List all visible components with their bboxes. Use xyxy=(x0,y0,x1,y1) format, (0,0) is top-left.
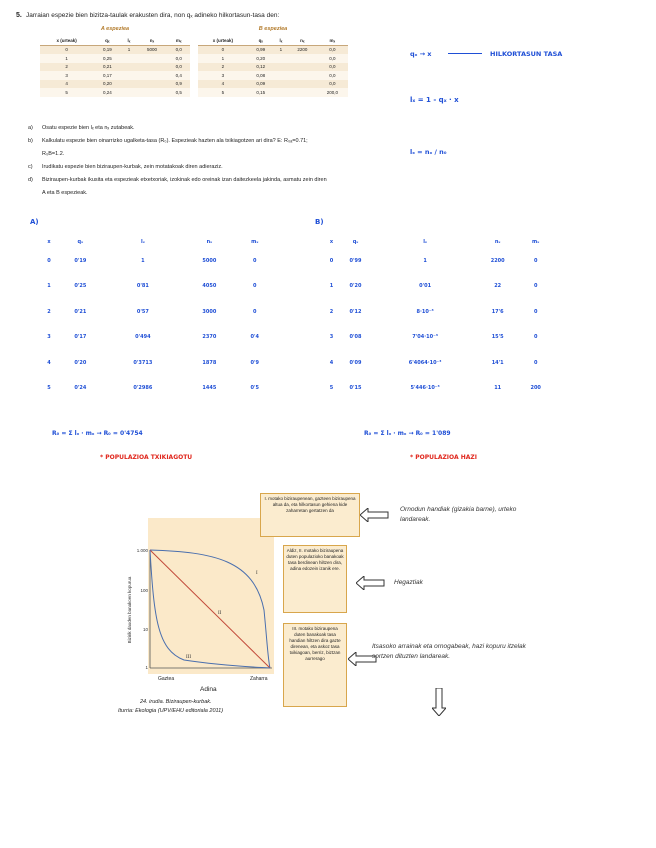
table-cell: 0,24 xyxy=(93,88,121,97)
hw-table-cell: 2 xyxy=(329,308,334,315)
table-cell xyxy=(288,80,317,89)
hw-table-cell: 1 xyxy=(141,257,145,264)
table-row xyxy=(198,63,348,72)
table-cell: 5000 xyxy=(137,45,168,54)
hw-table-cell: 5'446·10⁻³ xyxy=(410,385,440,392)
callout-type-2: Aldiz, II. motako biziraupena duten populazioko banakoak tasa berdinean hiltzen dira, adina edozein izanik ere. xyxy=(283,545,347,613)
hw-table-cell: 14'1 xyxy=(491,359,504,366)
figure-source: Iturria: Ekologia (UPV/EHU editoriala 2011) xyxy=(118,708,224,714)
table-cell: 2 xyxy=(198,63,248,72)
hw-table-cell: 7'04·10⁻³ xyxy=(412,334,438,341)
hw-table-cell: 1 xyxy=(423,257,427,264)
table-cell: 0,5 xyxy=(167,88,190,97)
curve-label-2: II xyxy=(218,611,222,616)
hw-table-cell: 0'494 xyxy=(135,334,151,341)
hw-table-cell: 0 xyxy=(533,308,538,315)
hw-table-row xyxy=(42,325,272,351)
hw-header-cell: mₓ xyxy=(532,239,540,245)
hw-section-b: B) xyxy=(315,218,324,226)
table-row xyxy=(198,80,348,89)
hw-table-cell: 0'12 xyxy=(349,308,362,315)
hw-header-cell: mₓ xyxy=(251,239,259,245)
hw-table-cell: 0 xyxy=(533,359,538,366)
hw-table-cell: 3 xyxy=(329,334,334,341)
y-tick-1: 1 xyxy=(145,665,148,670)
hw-header-row xyxy=(326,236,552,248)
table-cell: 2200 xyxy=(288,45,317,54)
table-cell xyxy=(274,71,288,80)
hw-table-cell: 2200 xyxy=(490,257,505,264)
table-cell: 2 xyxy=(40,63,93,72)
table-header-row xyxy=(198,36,348,45)
hw-table-cell: 0'20 xyxy=(349,283,362,290)
hw-table-cell: 0'25 xyxy=(74,283,87,290)
life-table-b xyxy=(198,36,348,97)
survivorship-chart xyxy=(124,540,274,690)
hw-table-cell: 0'3713 xyxy=(133,359,153,366)
table-cell: 0,12 xyxy=(248,63,274,72)
hw-table-cell: 3000 xyxy=(202,308,217,315)
hw-table-cell: 6'4064·10⁻³ xyxy=(408,359,442,366)
hw-table-row xyxy=(326,376,552,402)
table-cell: 5 xyxy=(40,88,93,97)
hw-header-cell: qₓ xyxy=(352,239,359,245)
table-cell xyxy=(274,80,288,89)
hw-table-row xyxy=(42,299,272,325)
table-cell: 200,0 xyxy=(317,88,348,97)
hw-table-cell: 0 xyxy=(253,308,257,315)
table-a-title: A espeziea xyxy=(100,26,130,32)
table-cell: 4 xyxy=(198,80,248,89)
table-cell: 1 xyxy=(274,45,288,54)
hw-table-cell: 5 xyxy=(329,385,334,392)
table-cell: 4 xyxy=(40,80,93,89)
figure-caption: 24. irudia. Biziraupen-kurbak. xyxy=(140,699,212,705)
table-cell: 0,19 xyxy=(93,45,121,54)
hw-table-cell: 0'4 xyxy=(250,334,260,341)
table-cell: 5 xyxy=(198,88,248,97)
hw-table-row xyxy=(42,248,272,274)
arrow-down-icon xyxy=(432,688,446,716)
hw-table-cell: 1 xyxy=(329,283,334,290)
hw-table-cell: 4050 xyxy=(202,283,217,290)
hw-table-cell: 0'24 xyxy=(74,385,87,392)
hw-table-cell: 5 xyxy=(47,385,51,392)
item-b: b) Kalkulatu espezie bien oinarrizko ugalketa-tasa (R₀). Espezieak hazten ala txikiagotzen ari dira? E: R₀ₐ=0.71; R₀B=1.2. xyxy=(28,138,308,157)
table-cell: 3 xyxy=(40,71,93,80)
hw-table-row xyxy=(326,274,552,300)
hw-table-cell: 0 xyxy=(253,257,257,264)
table-row xyxy=(40,63,190,72)
hw-table-cell: 0 xyxy=(533,334,538,341)
table-cell: 0,9 xyxy=(167,80,190,89)
curve-label-3: III xyxy=(186,655,191,660)
y-tick-1000: 1.000 xyxy=(136,548,148,553)
life-table-a xyxy=(40,36,190,97)
hw-table-cell: 0'5 xyxy=(250,385,260,392)
table-cell xyxy=(137,71,168,80)
table-cell xyxy=(288,71,317,80)
table-cell xyxy=(121,80,136,89)
table-cell: 3 xyxy=(198,71,248,80)
table-cell xyxy=(274,54,288,63)
hw-table-cell: 0'17 xyxy=(74,334,87,341)
table-row xyxy=(40,71,190,80)
table-cell: 1 xyxy=(40,54,93,63)
table-cell: 0,0 xyxy=(317,45,348,54)
hw-table-cell: 0'19 xyxy=(74,257,87,264)
table-header-cell: nₓ xyxy=(137,36,168,45)
table-cell: 0,25 xyxy=(93,54,121,63)
table-row xyxy=(198,45,348,54)
hw-table-cell: 0'09 xyxy=(349,359,362,366)
table-row xyxy=(198,54,348,63)
table-header-cell: qₓ xyxy=(93,36,121,45)
table-cell: 0,20 xyxy=(93,80,121,89)
table-row xyxy=(40,45,190,54)
table-header-cell: x (urteak) xyxy=(40,36,93,45)
hw-table-cell: 11 xyxy=(494,385,502,392)
table-cell: 0 xyxy=(40,45,93,54)
table-cell xyxy=(288,88,317,97)
table-cell xyxy=(137,80,168,89)
hw-table-cell: 0 xyxy=(533,283,538,290)
arrow-left-icon xyxy=(360,508,390,522)
note-type-3: Itsasoko arrainak eta ornogabeak, hazi kopuru itzelak sortzen dituzten landareak. xyxy=(372,643,526,660)
table-header-row xyxy=(40,36,190,45)
table-cell xyxy=(137,63,168,72)
hw-table-cell: 0 xyxy=(329,257,334,264)
table-header-cell: mₓ xyxy=(167,36,190,45)
table-cell xyxy=(288,63,317,72)
table-cell xyxy=(121,71,136,80)
callout-type-3: III. motako biziraupena duten banakoak tasa handian hiltzen dira gazte direnean, eta askoz tasa txikiagoan, berriz, biztzan aurrerago xyxy=(283,623,347,707)
y-tick-10: 10 xyxy=(142,627,148,632)
hw-section-a: A) xyxy=(30,218,39,226)
hw-table-cell: 200 xyxy=(530,385,541,392)
x-label-old: Zaharra xyxy=(250,676,268,682)
hw-table-cell: 15'5 xyxy=(491,334,504,341)
hw-conclusion-b: * POPULAZIOA HAZI xyxy=(410,454,477,461)
hw-table-row xyxy=(42,350,272,376)
table-row xyxy=(40,54,190,63)
table-header-cell: x (urteak) xyxy=(198,36,248,45)
hw-table-cell: 3 xyxy=(47,334,51,341)
hw-header-cell: lₓ xyxy=(140,239,145,245)
hw-header-row xyxy=(42,236,272,248)
hw-table-row xyxy=(326,325,552,351)
table-cell xyxy=(137,88,168,97)
hw-table-cell: 4 xyxy=(47,359,51,366)
table-cell xyxy=(274,63,288,72)
hw-table-row xyxy=(326,248,552,274)
table-cell: 0,0 xyxy=(317,54,348,63)
table-cell: 0,09 xyxy=(248,80,274,89)
hw-table-cell: 2 xyxy=(47,308,51,315)
hw-table-cell: 1 xyxy=(47,283,51,290)
table-cell xyxy=(121,63,136,72)
table-cell: 0,15 xyxy=(248,88,274,97)
item-d: d) Biziraupen-kurbak ikusita eta espezieak etxetxoriak, izokinak edo oreinak izan daitezkeela jakinda, asmatu zein diren A eta B espezieak. xyxy=(28,177,327,196)
table-row xyxy=(40,80,190,89)
table-cell xyxy=(288,54,317,63)
table-cell: 0,17 xyxy=(93,71,121,80)
hw-table-cell: 0'20 xyxy=(74,359,87,366)
hw-table-b xyxy=(326,236,552,401)
y-axis-title: Bizirik dauden banakoen kopurua xyxy=(127,576,132,644)
hw-table-cell: 8·10⁻³ xyxy=(416,308,434,315)
hw-table-cell: 0'08 xyxy=(349,334,362,341)
y-tick-100: 100 xyxy=(140,588,148,593)
curve-label-1: I xyxy=(256,571,258,576)
hw-table-cell: 1878 xyxy=(202,359,217,366)
hw-header-cell: x xyxy=(329,239,334,245)
x-axis-title: Adina xyxy=(200,686,217,693)
table-cell xyxy=(274,88,288,97)
hw-table-cell: 0'9 xyxy=(250,359,260,366)
hw-r0-a: R₀ = Σ lₓ · mₓ → R₀ = 0'4754 xyxy=(52,430,143,437)
table-cell: 0,08 xyxy=(248,71,274,80)
arrow-left-icon xyxy=(356,576,386,590)
hw-table-row xyxy=(326,350,552,376)
note-type-2: Hegaztiak xyxy=(394,579,423,586)
hw-header-cell: x xyxy=(47,239,51,245)
table-header-cell: lₓ xyxy=(121,36,136,45)
table-header-cell: lₓ xyxy=(274,36,288,45)
table-cell: 0,0 xyxy=(167,63,190,72)
hw-header-cell: nₓ xyxy=(206,239,213,245)
table-cell: 1 xyxy=(198,54,248,63)
hw-table-row xyxy=(42,376,272,402)
table-cell xyxy=(137,54,168,63)
hw-header-cell: lₓ xyxy=(423,239,427,245)
table-cell: 0,20 xyxy=(248,54,274,63)
table-cell: 0,0 xyxy=(317,80,348,89)
hw-table-cell: 0 xyxy=(253,283,257,290)
hw-table-cell: 0'01 xyxy=(419,283,432,290)
hw-formula-qx: qₓ → x HILKORTASUN TASA xyxy=(410,50,563,58)
callout-type-1: I. motako biziraupenean, gazteen biziraupena altua da, eta hilkortasun gehiena kide zaharretan gertatzen da xyxy=(260,493,360,537)
hw-conclusion-a: * POPULAZIOA TXIKIAGOTU xyxy=(100,454,193,461)
hw-table-row xyxy=(326,299,552,325)
question-text: Jarraian espezie bien bizitza-taulak erakusten dira, non qₓ adineko hilkortasun-tasa den: xyxy=(26,12,280,19)
table-header-cell: qₓ xyxy=(248,36,274,45)
hw-table-cell: 1445 xyxy=(202,385,217,392)
table-b-title: B espeziea xyxy=(258,26,288,32)
question-items xyxy=(28,122,328,200)
hw-table-cell: 0 xyxy=(47,257,51,264)
table-cell: 0,0 xyxy=(317,63,348,72)
question-number: 5. xyxy=(16,12,22,19)
table-cell: 0,0 xyxy=(167,54,190,63)
hw-table-cell: 0 xyxy=(533,257,538,264)
hw-table-cell: 0'81 xyxy=(136,283,149,290)
hw-table-cell: 0'15 xyxy=(349,385,362,392)
item-a: a) Osatu espezie bien lₓ eta nₓ zutabeak. xyxy=(28,125,135,131)
hw-table-a xyxy=(42,236,272,401)
hw-table-cell: 0'57 xyxy=(136,308,149,315)
table-row xyxy=(40,88,190,97)
hw-table-cell: 5000 xyxy=(202,257,217,264)
table-cell: 0 xyxy=(198,45,248,54)
hw-r0-b: R₀ = Σ lₓ · mₓ → R₀ = 1'089 xyxy=(364,430,451,437)
note-type-1: Ornodun handiak (gizakia barne), urteko landareak. xyxy=(400,506,517,523)
table-cell xyxy=(121,54,136,63)
hw-table-cell: 4 xyxy=(329,359,334,366)
hw-table-cell: 2370 xyxy=(202,334,217,341)
x-label-young: Gaztea xyxy=(158,676,175,682)
curve-type-2 xyxy=(150,550,270,668)
hw-table-cell: 0'21 xyxy=(74,308,87,315)
hw-header-cell: qₓ xyxy=(77,239,84,245)
hw-table-row xyxy=(42,274,272,300)
item-c: c) Irudikatu espezie bien biziraupen-kurbak, zein motatakoak diren adieraziz. xyxy=(28,164,223,170)
table-cell: 0,4 xyxy=(167,71,190,80)
hw-table-cell: 22 xyxy=(494,283,502,290)
table-header-cell: mₓ xyxy=(317,36,348,45)
table-cell: 1 xyxy=(121,45,136,54)
table-cell: 0,99 xyxy=(248,45,274,54)
table-row xyxy=(198,88,348,97)
table-cell xyxy=(121,88,136,97)
hw-formula-lx: lₓ = 1 - qₓ · x xyxy=(410,96,459,104)
hw-table-cell: 0'99 xyxy=(349,257,362,264)
table-row xyxy=(198,71,348,80)
hw-header-cell: nₓ xyxy=(494,239,501,245)
hw-table-cell: 0'2986 xyxy=(133,385,153,392)
table-cell: 0,0 xyxy=(167,45,190,54)
table-header-cell: nₓ xyxy=(288,36,317,45)
hw-table-cell: 17'6 xyxy=(491,308,504,315)
table-cell: 0,21 xyxy=(93,63,121,72)
table-cell: 0,0 xyxy=(317,71,348,80)
hw-formula-lx-ratio: lₓ = nₓ / n₀ xyxy=(410,148,447,156)
